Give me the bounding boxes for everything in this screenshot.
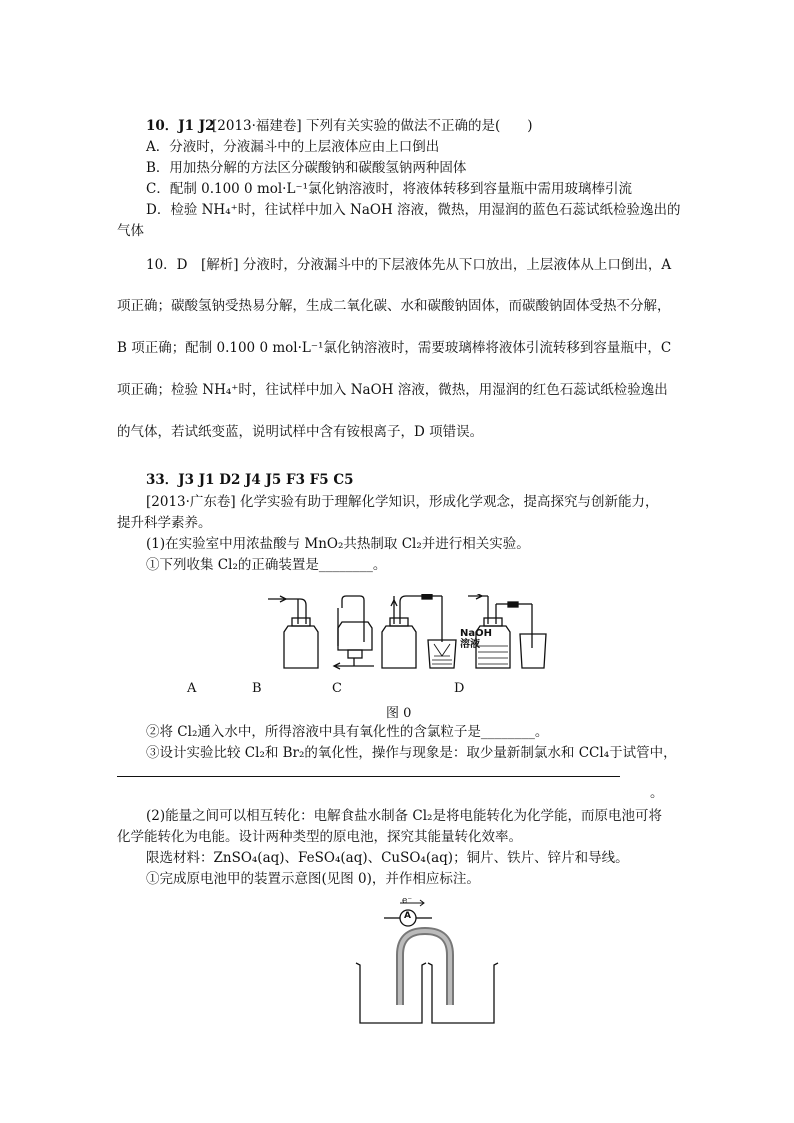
q33-intro-1: [2013·广东卷] 化学实验有助于理解化学知识，形成化学观念，提高探究与创新能力， [146, 494, 659, 510]
q10-analysis-line-5: 的气体，若试纸变蓝，说明试样中含有铵根离子，D 项错误。 [117, 424, 484, 440]
device-b-bottle [334, 596, 374, 669]
q33-part2-line-1: (2)能量之间可以相互转化：电解食盐水制备 Cl₂是将电能转化为化学能，而原电池可将 [146, 808, 662, 824]
q33-code: 33．J3 J1 D2 J4 J5 F3 F5 C5 [146, 472, 354, 488]
answer-blank-line[interactable] [117, 776, 620, 777]
q10-option-a: A．分液时，分液漏斗中的上层液体应由上口倒出 [146, 139, 440, 155]
electron-label: e⁻ [402, 896, 413, 906]
q33-part2-q1: ①完成原电池甲的装置示意图(见图 0)，并作相应标注。 [146, 871, 480, 887]
q33-intro-2: 提升科学素养。 [117, 515, 212, 531]
q33-part2-line-2: 化学能转化为电能。设计两种类型的原电池，探究其能量转化效率。 [117, 829, 522, 845]
q10-analysis-line-1: 10．D [解析] 分液时，分液漏斗中的下层液体先从下口放出，上层液体从上口倒出，A [146, 257, 672, 273]
q10-option-c: C．配制 0.100 0 mol·L⁻¹氯化钠溶液时，将液体转移到容量瓶中需用玻璃棒引流 [146, 181, 632, 197]
q33-part1-q3-end: 。 [650, 785, 664, 801]
q10-analysis-line-3: B 项正确；配制 0.100 0 mol·L⁻¹氯化钠溶液时，需要玻璃棒将液体引流转移到容量瓶中，C [117, 340, 672, 356]
q33-part1: (1)在实验室中用浓盐酸与 MnO₂共热制取 Cl₂并进行相关实验。 [146, 536, 530, 552]
ammeter-label: A [404, 911, 411, 921]
q10-option-d-cont: 气体 [117, 223, 144, 239]
q33-part1-q1: ①下列收集 Cl₂的正确装置是________。 [146, 557, 387, 573]
device-label-b: B [252, 681, 262, 696]
q10-option-d: D．检验 NH₄⁺时，往试样中加入 NaOH 溶液，微热，用湿润的蓝色石蕊试纸检验逸出的 [146, 202, 681, 218]
galvanic-cell-figure [352, 893, 502, 1028]
device-a-bottle [268, 596, 318, 668]
q10-analysis-line-4: 项正确；检验 NH₄⁺时，往试样中加入 NaOH 溶液，微热，用湿润的红色石蕊试纸检验逸出 [117, 382, 668, 398]
q10-stem: [2013·福建卷] 下列有关实验的做法不正确的是( ) [212, 118, 533, 134]
device-c-bottle [382, 594, 456, 668]
device-label-a: A [187, 681, 197, 696]
figure-caption: 图 0 [386, 706, 412, 721]
q10-analysis-line-2: 项正确；碳酸氢钠受热易分解，生成二氧化碳、水和碳酸钠固体，而碳酸钠固体受热不分解， [117, 298, 671, 314]
device-label-d: D [454, 681, 465, 696]
naoh-label: NaOH 溶液 [460, 628, 492, 650]
q33-part1-q3: ③设计实验比较 Cl₂和 Br₂的氧化性，操作与现象是：取少量新制氯水和 CCl₄于试管中， [146, 745, 677, 761]
q33-part1-q2: ②将 Cl₂通入水中，所得溶液中具有氧化性的含氯粒子是________。 [146, 724, 549, 740]
q10-code: 10．J1 J2 [146, 118, 215, 134]
gas-collection-apparatus-figure [262, 594, 562, 676]
q10-option-b: B．用加热分解的方法区分碳酸钠和碳酸氢钠两种固体 [146, 160, 467, 176]
q33-materials: 限选材料：ZnSO₄(aq)、FeSO₄(aq)、CuSO₄(aq)；铜片、铁片、锌片和导线。 [146, 850, 629, 866]
device-label-c: C [332, 681, 342, 696]
